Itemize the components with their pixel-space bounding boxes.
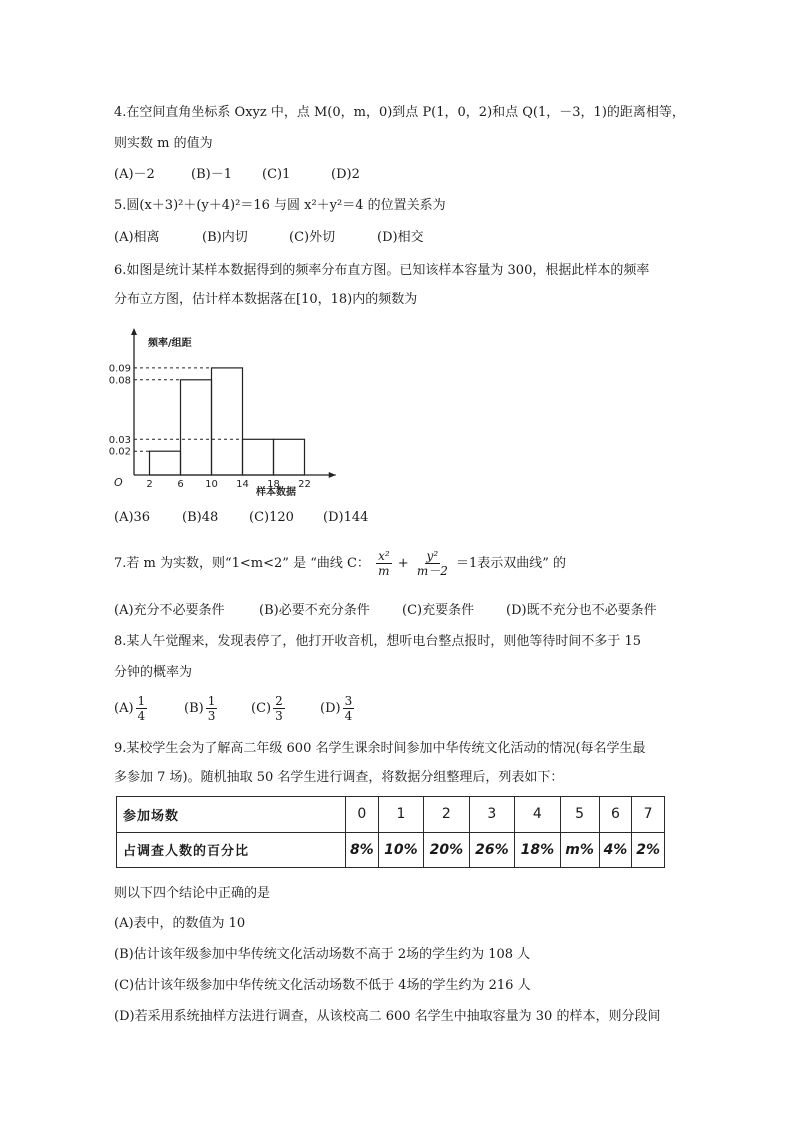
q4-option-c: (C)1 — [262, 167, 291, 182]
q7-option-c: (C)充要条件 — [402, 603, 475, 618]
q8-option-b-fraction — [206, 694, 218, 723]
q6-option-d: (D)144 — [323, 510, 369, 525]
table-row — [117, 832, 665, 868]
y-tick-label: 0.02 — [108, 446, 131, 458]
q7-frac1-den: m — [378, 564, 390, 578]
histogram-bar — [181, 380, 212, 475]
table-cell: 5 — [560, 797, 599, 833]
survey-table — [116, 796, 665, 868]
q7-plus: + — [397, 556, 409, 571]
x-tick-label: 6 — [177, 479, 184, 490]
x-tick-label: 10 — [205, 479, 218, 490]
q4-option-d: (D)2 — [331, 167, 360, 182]
table-cell: 18% — [515, 832, 560, 868]
q5-option-d: (D)相交 — [377, 230, 424, 245]
q4-option-b: (B)－1 — [191, 167, 232, 182]
q8-option-a-den: 4 — [137, 709, 146, 723]
chart-y-ticks — [109, 363, 131, 457]
q7-stem — [114, 547, 566, 581]
q7-prefix: 7.若 m 为实数，则“1<m<2” 是 “曲线 C： — [114, 556, 370, 571]
q8-option-c-fraction — [273, 694, 285, 723]
q8-option-d-fraction — [343, 694, 355, 723]
q7-frac2-num: y² — [426, 549, 439, 563]
q7-fraction-y — [415, 549, 450, 578]
q8-option-a — [114, 692, 149, 726]
q8-option-d — [320, 692, 356, 726]
table-cell: 2% — [632, 832, 665, 868]
table-cell: 6 — [599, 797, 632, 833]
q6-option-a: (A)36 — [114, 510, 151, 525]
y-tick-label: 0.03 — [108, 434, 131, 446]
q8-option-c-num: 2 — [275, 694, 283, 708]
q6-option-b: (B)48 — [182, 510, 219, 525]
q4-stem-line2: 则实数 m 的值为 — [114, 136, 213, 151]
chart-xlabel: 样本数据 — [256, 487, 296, 498]
x-axis-arrow — [329, 472, 336, 478]
histogram-bar — [243, 439, 274, 475]
histogram-bar — [274, 439, 305, 475]
q8-option-d-label: (D) — [320, 701, 341, 716]
q9-stem-line2: 多参加 7 场)。随机抽取 50 名学生进行调查，将数据分组整理后，列表如下： — [114, 770, 564, 785]
table-row-header: 参加场数 — [117, 797, 346, 833]
table-cell: 3 — [469, 797, 514, 833]
q8-stem-line2: 分钟的概率为 — [114, 665, 193, 680]
q8-option-c-den: 3 — [275, 709, 283, 723]
q5-stem: 5.圆(x＋3)²＋(y＋4)²＝16 与圆 x²＋y²＝4 的位置关系为 — [114, 198, 446, 213]
q7-fraction-x — [376, 549, 392, 578]
q5-option-c: (C)外切 — [289, 230, 336, 245]
table-cell: 26% — [469, 832, 514, 868]
q6-stem-line1: 6.如图是统计某样本数据得到的频率分布直方图。已知该样本容量为 300，根据此样本的频率 — [114, 263, 650, 278]
q8-option-b — [184, 692, 219, 726]
q8-option-a-label: (A) — [114, 701, 134, 716]
table-row-header: 占调查人数的百分比 — [117, 832, 346, 868]
y-tick-label: 0.09 — [108, 363, 131, 375]
chart-bars — [150, 368, 305, 475]
q8-option-b-label: (B) — [184, 701, 204, 716]
chart-ylabel: 频率/组距 — [148, 338, 192, 349]
q7-frac2-den: m－2 — [416, 564, 448, 578]
q8-option-c — [251, 692, 287, 726]
q8-option-b-num: 1 — [207, 694, 216, 708]
q8-stem-line1: 8.某人午觉醒来，发现表停了，他打开收音机，想听电台整点报时，则他等待时间不多于 15 — [114, 634, 642, 649]
q9-option-d: (D)若采用系统抽样方法进行调查，从该校高二 600 名学生中抽取容量为 30 的样本，则分段间 — [114, 1009, 661, 1024]
q6-option-c: (C)120 — [249, 510, 294, 525]
frequency-histogram — [108, 326, 322, 498]
table-cell: 2 — [424, 797, 469, 833]
chart-origin-label: O — [114, 476, 123, 489]
table-cell: 8% — [346, 832, 379, 868]
y-axis-arrow — [131, 328, 137, 335]
x-tick-label: 18 — [267, 479, 280, 490]
q8-option-c-label: (C) — [251, 701, 272, 716]
q5-option-a: (A)相离 — [114, 230, 160, 245]
q9-stem-line1: 9.某校学生会为了解高二年级 600 名学生课余时间参加中华传统文化活动的情况(每名学生最 — [114, 741, 646, 756]
q9-question: 则以下四个结论中正确的是 — [114, 886, 271, 901]
table-cell: m% — [560, 832, 599, 868]
q4-stem-line1: 4.在空间直角坐标系 Oxyz 中，点 M(0，m，0)到点 P(1，0，2)和点 Q(1，－3，1)的距离相等， — [114, 105, 685, 120]
histogram-bar — [212, 368, 243, 475]
x-tick-label: 22 — [298, 479, 311, 490]
table-cell: 4 — [515, 797, 560, 833]
table-row — [117, 797, 665, 833]
q9-option-a: (A)表中，的数值为 10 — [114, 916, 246, 931]
table-cell: 1 — [378, 797, 423, 833]
q8-option-d-den: 4 — [344, 709, 353, 723]
table-cell: 4% — [599, 832, 632, 868]
table-cell: 0 — [346, 797, 379, 833]
q8-option-a-fraction — [136, 694, 148, 723]
q7-option-a: (A)充分不必要条件 — [114, 603, 225, 618]
q7-option-d: (D)既不充分也不必要条件 — [506, 603, 657, 618]
q7-option-b: (B)必要不充分条件 — [259, 603, 370, 618]
histogram-bar — [150, 451, 181, 475]
table-cell: 7 — [632, 797, 665, 833]
q7-frac1-num: x² — [378, 549, 390, 563]
q9-option-c: (C)估计该年级参加中华传统文化活动场数不低于 4场的学生约为 216 人 — [114, 978, 531, 993]
q8-option-b-den: 3 — [207, 709, 216, 723]
x-tick-label: 14 — [236, 479, 249, 490]
q7-suffix: ＝1表示双曲线” 的 — [456, 556, 567, 571]
table-cell: 10% — [378, 832, 423, 868]
y-tick-label: 0.08 — [108, 375, 131, 387]
q4-option-a: (A)－2 — [114, 167, 155, 182]
q8-option-a-num: 1 — [137, 694, 146, 708]
q9-option-b: (B)估计该年级参加中华传统文化活动场数不高于 2场的学生约为 108 人 — [114, 947, 531, 962]
q6-stem-line2: 分布立方图，估计样本数据落在[10，18)内的频数为 — [114, 292, 418, 307]
q8-option-d-num: 3 — [344, 694, 353, 708]
table-cell: 20% — [424, 832, 469, 868]
q5-option-b: (B)内切 — [202, 230, 248, 245]
x-tick-label: 2 — [146, 479, 153, 490]
